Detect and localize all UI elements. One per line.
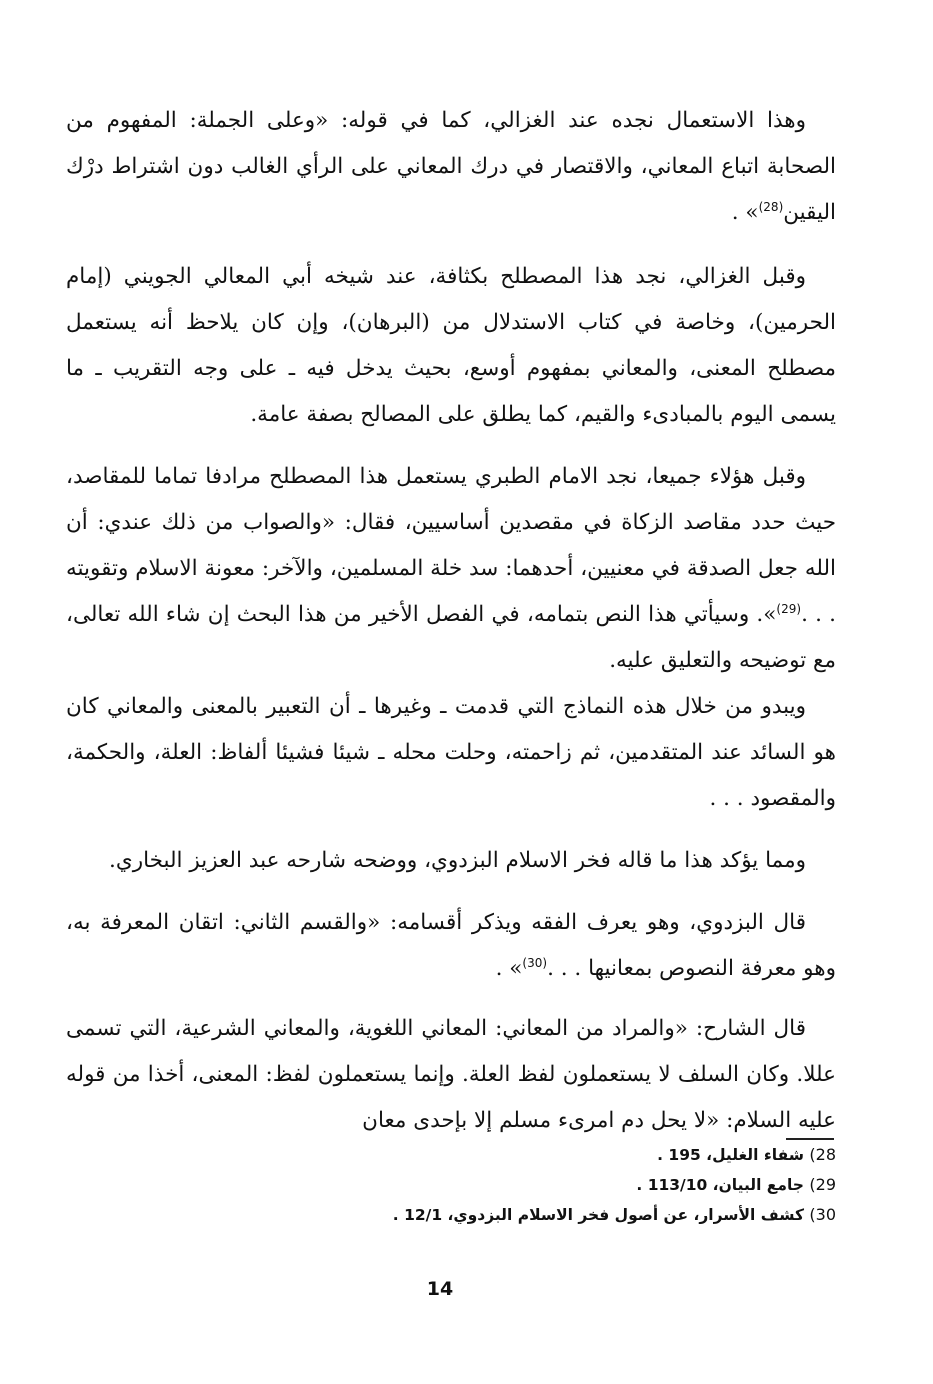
- footnote-text: شفاء الغليل، 195 .: [657, 1146, 804, 1164]
- footnote-ref-30: (30): [522, 955, 548, 970]
- page-number: 14: [426, 1278, 454, 1300]
- paragraph-3: [66, 454, 836, 684]
- paragraph-4: ويبدو من خلال هذه النماذج التي قدمت ـ وغيرها ـ أن التعبير بالمعنى والمعاني كان هو السائد عند المتقدمين، ثم زاحمته، وحلت محله ـ شيئا فشيئا ألفاظ: العلة، والحكمة، والمقصود . . .: [66, 694, 836, 811]
- paragraph-5: ومما يؤكد هذا ما قاله فخر الاسلام البزدوي، ووضحه شارحه عبد العزيز البخاري.: [109, 848, 806, 873]
- paragraph-1: [66, 98, 836, 236]
- footnote-text: كشف الأسرار، عن أصول فخر الاسلام البزدوي، 12/1 .: [392, 1206, 804, 1224]
- footnote-ref-29: (29): [776, 601, 802, 616]
- footnote-ref-28: (28): [758, 199, 784, 214]
- main-text: [66, 98, 836, 1144]
- footnote-number: 30): [809, 1205, 836, 1224]
- paragraph-6-text: قال البزدوي، وهو يعرف الفقه ويذكر أقسامه: «والقسم الثاني: اتقان المعرفة به، وهو معرفة النصوص بمعانيها . . .: [66, 910, 836, 981]
- footnote-number: 29): [809, 1175, 836, 1194]
- footnote-28: [200, 1140, 836, 1170]
- paragraph-3-end: ». وسيأتي هذا النص بتمامه، في الفصل الأخير من هذا البحث إن شاء الله تعالى، مع توضيحه والتعليق عليه.: [66, 602, 836, 673]
- footnote-number: 28): [809, 1145, 836, 1164]
- paragraph-6-end: » .: [495, 956, 523, 981]
- footnote-30: [200, 1200, 836, 1230]
- footnotes: [200, 1140, 836, 1230]
- paragraph-1-end: » .: [731, 200, 759, 225]
- paragraph-2: وقبل الغزالي، نجد هذا المصطلح بكثافة، عند شيخه أبي المعالي الجويني (إمام الحرمين)، وخاصة في كتاب الاستدلال من (البرهان)، وإن كان يلاحظ أنه يستعمل مصطلح المعنى، والمعاني بمفهوم أوسع، بحيث يدخل فيه ـ على وجه التقريب ـ ما يسمى اليوم بالمبادىء والقيم، كما يطلق على المصالح بصفة عامة.: [66, 264, 836, 427]
- paragraph-7: قال الشارح: «والمراد من المعاني: المعاني اللغوية، والمعاني الشرعية، التي تسمى عللا. وكان السلف لا يستعملون لفظ العلة. وإنما يستعملون لفظ: المعنى، أخذا من قوله عليه السلام: «لا يحل دم امرىء مسلم إلا بإحدى معان: [66, 1016, 836, 1133]
- footnote-29: [200, 1170, 836, 1200]
- paragraph-1-text: وهذا الاستعمال نجده عند الغزالي، كما في قوله: «وعلى الجملة: المفهوم من الصحابة اتباع المعاني، والاقتصار في درك المعاني على الرأي الغالب دون اشتراط درْك اليقين: [66, 108, 836, 225]
- footnote-text: جامع البيان، 113/10 .: [636, 1176, 804, 1194]
- paragraph-3-text: وقبل هؤلاء جميعا، نجد الامام الطبري يستعمل هذا المصطلح مرادفا تماما للمقاصد، حيث حدد مقاصد الزكاة في مقصدين أساسيين، فقال: «والصواب من ذلك عندي: أن الله جعل الصدقة في معنيين، أحدهما: سد خلة المسلمين، والآخر: معونة الاسلام وتقويته . . .: [66, 464, 836, 627]
- paragraph-6: [66, 900, 836, 992]
